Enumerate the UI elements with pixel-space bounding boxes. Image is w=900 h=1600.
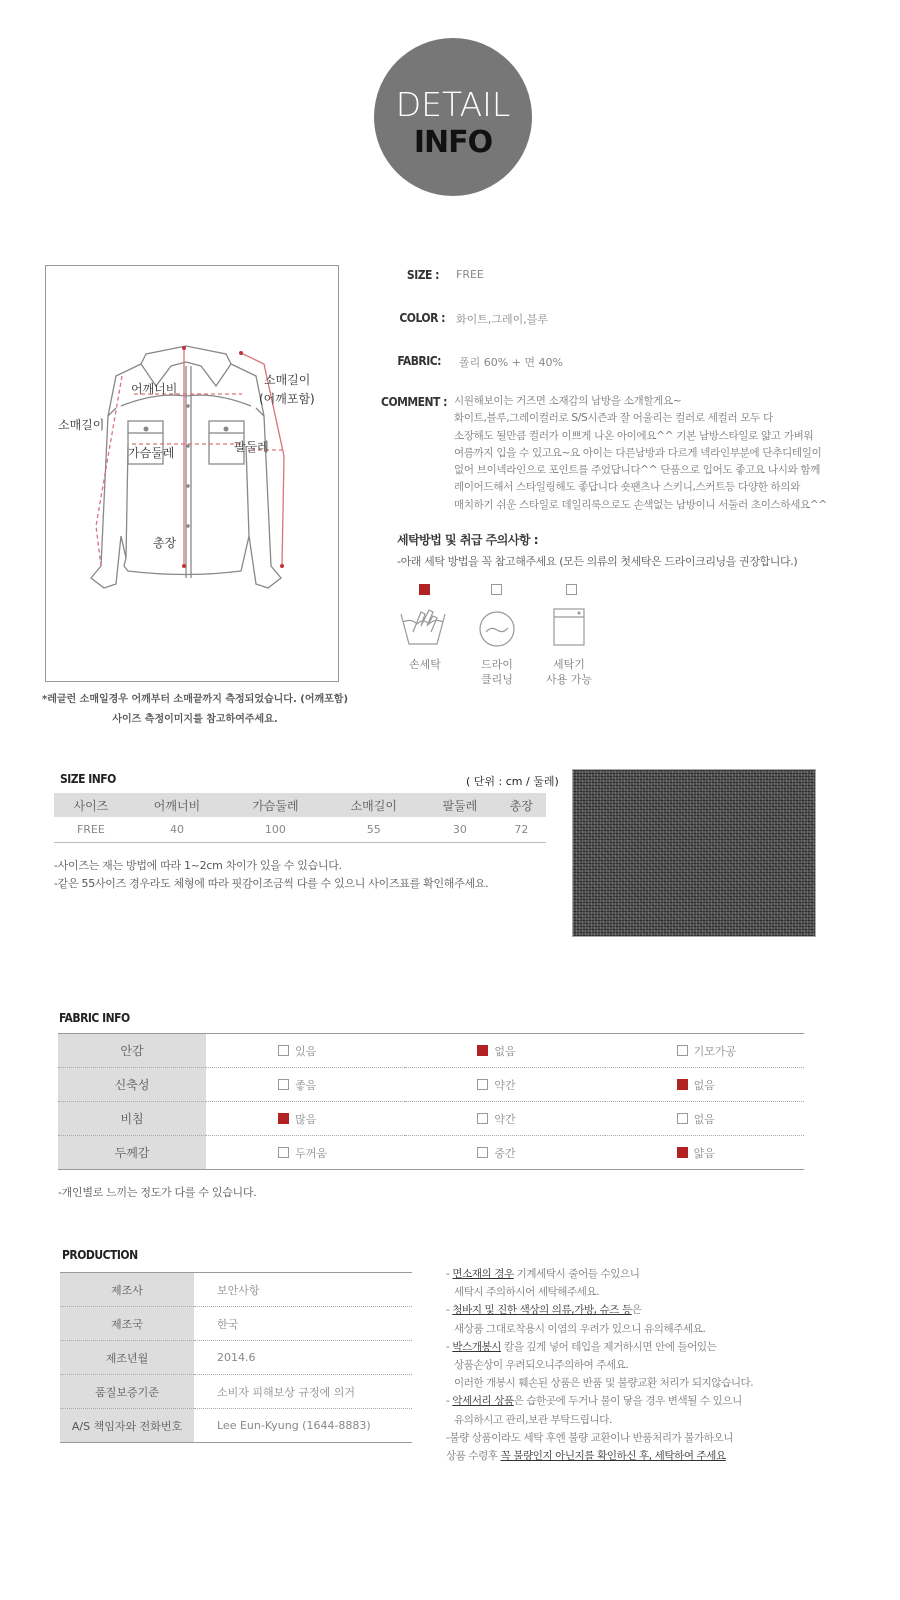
comment-line: 없어 브이넥라인으로 포인트를 주었답니다^^ 단품으로 입어도 좋고요 나시와 함께 (454, 464, 821, 477)
hand-wash-icon (399, 604, 449, 648)
washing-machine-icon (552, 607, 586, 647)
col-header: 소매길이 (325, 793, 423, 817)
fabric-info-table (58, 1033, 804, 1170)
table-row (60, 1341, 412, 1375)
size-unit: ( 단위 : cm / 둘레) (466, 775, 559, 788)
fabric-value: 폴리 60% + 면 40% (459, 356, 563, 369)
table-row (58, 1102, 804, 1136)
row-value: Lee Eun-Kyung (1644-8883) (194, 1409, 412, 1443)
option-cell: 기모가공 (605, 1034, 804, 1068)
row-label: 비침 (58, 1102, 206, 1136)
label-sleeve-right-note: (어깨포함) (259, 392, 315, 406)
row-value: 한국 (194, 1307, 412, 1341)
row-label: 안감 (58, 1034, 206, 1068)
table-row (60, 1409, 412, 1443)
production-table (60, 1272, 412, 1443)
table-row (60, 1307, 412, 1341)
table-cell: 30 (423, 817, 497, 842)
dry-clean-icon (478, 610, 516, 648)
machine-wash-label: 세탁기 사용 가능 (545, 658, 592, 686)
badge-title-line1: DETAIL (395, 85, 511, 124)
table-row (58, 1136, 804, 1170)
table-cell: 40 (128, 817, 226, 842)
label-sleeve-right: 소매길이 (264, 373, 311, 387)
color-value: 화이트,그레이,블루 (456, 313, 549, 326)
table-cell: 72 (497, 817, 546, 842)
comment-line: 시원해보이는 거즈면 소재감의 남방을 소개할게요~ (454, 395, 682, 407)
option-cell: 없음 (605, 1102, 804, 1136)
fabric-info-title: FABRIC INFO (59, 1011, 130, 1025)
care-line: - 청바지 및 진한 색상의 의류,가방, 슈즈 등은 (446, 1304, 642, 1317)
machine-wash-checkbox (566, 584, 577, 595)
comment-line: 화이트,블루,그레이컬러로 S/S시즌과 잘 어울리는 컬러로 세컬러 모두 다 (454, 412, 773, 425)
label-sleeve-left: 소매길이 (58, 418, 105, 432)
size-key: SIZE : (406, 268, 439, 282)
col-header: 사이즈 (54, 793, 128, 817)
table-row (60, 1375, 412, 1409)
col-header: 어깨너비 (128, 793, 226, 817)
care-line: 상품 수령후 꼭 불량인지 아닌지를 확인하신 후, 세탁하여 주세요 (446, 1450, 726, 1463)
care-line: - 면소재의 경우 기계세탁시 줄어들 수있으니 (446, 1268, 640, 1280)
diagram-note-1: *레글런 소매일경우 어깨부터 소매끝까지 측정되었습니다. (어깨포함) (41, 694, 349, 705)
size-notes (54, 857, 488, 893)
hand-wash-checkbox (419, 584, 430, 595)
badge-title-line2: INFO (413, 125, 493, 160)
detail-info-badge (374, 38, 532, 196)
comment-line: 여름까지 입을 수 있고요~요 아이는 다른남방과 다르게 넥라인부분에 단추디테일이 (454, 446, 822, 459)
care-line: - 악세서리 상품은 습한곳에 두거나 물이 닿을 경우 변색될 수 있으니 (446, 1395, 742, 1408)
row-label: 제조국 (60, 1307, 194, 1341)
table-row (58, 1034, 804, 1068)
care-line: 유의하시고 관리,보관 부탁드립니다. (454, 1413, 612, 1426)
size-measure-diagram (45, 265, 339, 682)
row-label: A/S 책임자와 전화번호 (60, 1409, 194, 1443)
production-title: PRODUCTION (62, 1248, 138, 1262)
row-label: 두께감 (58, 1136, 206, 1170)
row-label: 제조사 (60, 1273, 194, 1307)
table-cell: FREE (54, 817, 128, 842)
care-instructions (446, 1265, 753, 1465)
care-line: 세탁시 주의하시어 세탁해주세요. (454, 1286, 600, 1299)
col-header: 팔둘레 (423, 793, 497, 817)
option-cell: 있음 (206, 1034, 405, 1068)
size-table-header (54, 793, 546, 817)
comment-line: 매치하기 쉬운 스타일로 데일리룩으로도 손색없는 남방이니 서둘러 초이스하세요^^ (454, 498, 827, 511)
wash-title: 세탁방법 및 취급 주의사항 : (397, 533, 539, 547)
care-line: 상품손상이 우려되오니주의하여 주세요. (454, 1359, 629, 1372)
care-line: - 박스개봉시 칼을 깊게 넣어 테입을 제거하시면 안에 들어있는 (446, 1340, 717, 1353)
row-label: 품질보증기준 (60, 1375, 194, 1409)
row-value: 2014.6 (194, 1341, 412, 1375)
table-row (58, 1068, 804, 1102)
option-cell: 중간 (405, 1136, 604, 1170)
option-cell: 없음 (605, 1068, 804, 1102)
option-cell: 두꺼움 (206, 1136, 405, 1170)
care-line: 새상품 그대로착용시 이염의 우려가 있으니 유의해주세요. (454, 1322, 706, 1335)
fabric-note: -개인별로 느끼는 정도가 다를 수 있습니다. (58, 1186, 257, 1199)
color-key: COLOR : (399, 311, 445, 325)
size-note: -사이즈는 재는 방법에 따라 1~2cm 차이가 있을 수 있습니다. (54, 859, 342, 872)
dry-clean-checkbox (491, 584, 502, 595)
dry-clean-label: 드라이 클리닝 (481, 658, 513, 686)
fabric-key: FABRIC: (397, 354, 441, 368)
fabric-swatch-image (572, 769, 816, 937)
shirt-illustration (46, 266, 340, 683)
table-cell: 55 (325, 817, 423, 842)
table-cell: 100 (226, 817, 324, 842)
table-row (60, 1273, 412, 1307)
label-length: 총장 (153, 536, 177, 550)
comment-line: 레이어드해서 스타일링해도 좋답니다 숏팬츠나 스키니,스커트등 다양한 하의와 (454, 481, 801, 494)
option-cell: 얇음 (605, 1136, 804, 1170)
care-line: 이러한 개봉시 훼손된 상품은 반품 및 불량교환 처리가 되지않습니다. (454, 1377, 754, 1390)
comment-line: 소장해도 될만큼 컬러가 이쁘게 나온 아이에요^^ 기본 남방스타일로 얇고 가벼워 (454, 429, 814, 442)
size-value: FREE (456, 268, 484, 281)
table-row (54, 817, 546, 842)
col-header: 총장 (497, 793, 546, 817)
comment-key: COMMENT : (381, 395, 447, 409)
product-comment (454, 393, 827, 514)
option-cell: 약간 (405, 1068, 604, 1102)
label-chest: 가슴둘레 (128, 446, 175, 460)
wash-subtitle: -아래 세탁 방법을 꼭 참고해주세요 (모든 의류의 첫세탁은 드라이크리닝을 권장합니다.) (397, 555, 798, 568)
diagram-note-2: 사이즈 측정이미지를 참고하여주세요. (112, 714, 278, 725)
col-header: 가슴둘레 (226, 793, 324, 817)
row-value: 보안사항 (194, 1273, 412, 1307)
label-arm: 팔둘레 (234, 440, 269, 454)
row-label: 신축성 (58, 1068, 206, 1102)
option-cell: 좋음 (206, 1068, 405, 1102)
label-shoulder: 어깨너비 (131, 382, 178, 396)
option-cell: 약간 (405, 1102, 604, 1136)
option-cell: 없음 (405, 1034, 604, 1068)
size-note: -같은 55사이즈 경우라도 체형에 따라 핏감이조금씩 다를 수 있으니 사이즈표를 확인해주세요. (54, 877, 489, 890)
row-label: 제조년월 (60, 1341, 194, 1375)
option-cell: 많음 (206, 1102, 405, 1136)
hand-wash-label: 손세탁 (409, 658, 441, 671)
size-table (54, 793, 546, 843)
care-line: -불량 상품이라도 세탁 후엔 불량 교환이나 반품처리가 불가하오니 (446, 1431, 734, 1444)
size-info-title: SIZE INFO (60, 772, 116, 786)
row-value: 소비자 피해보상 규정에 의거 (194, 1375, 412, 1409)
